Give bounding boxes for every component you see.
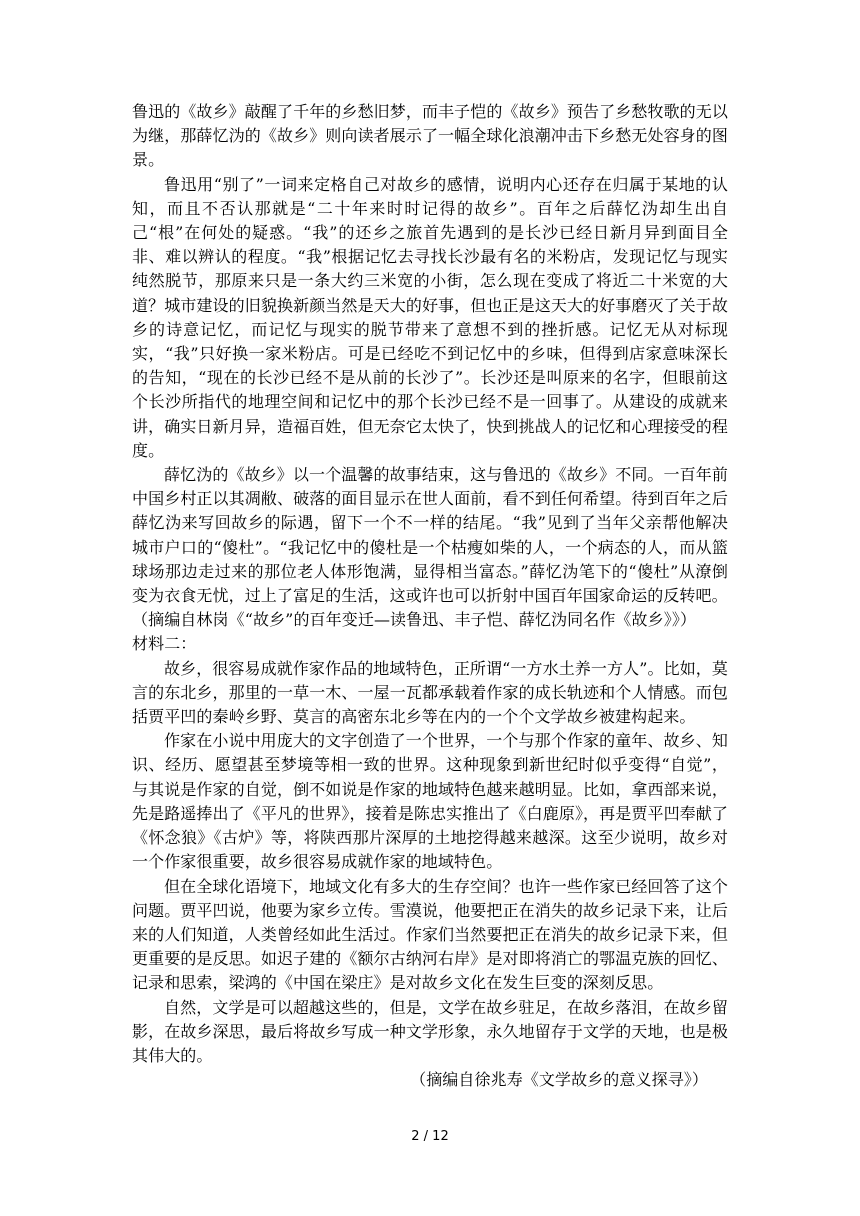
material-two-heading: 材料二： [132,634,197,654]
paragraph-globalization: 但在全球化语境下，地域文化有多大的生存空间？也许一些作家已经回答了这个问题。贾平凹说，他要为家乡立传。雪漠说，他要把正在消失的故乡记录下来，让后来的人们知道，人类曾经如此生活过。作家们当然要把正在消失的故乡记录下来，但更重要的是反思。如迟子建的《额尔古纳河右岸》是对即将消亡的鄂温克族的回忆、记录和思索，梁鸿的《中国在梁庄》是对故乡文化在发生巨变的深刻反思。 [132,876,728,993]
paragraph-conclusion: 自然，文学是可以超越这些的，但是，文学在故乡驻足，在故乡落泪，在故乡留影，在故乡深思，最后将故乡写成一种文学形象，永久地留存于文学的天地，也是极其伟大的。 [132,997,728,1065]
paragraph-writer-world: 作家在小说中用庞大的文字创造了一个世界，一个与那个作家的童年、故乡、知识、经历、愿望甚至梦境等相一致的世界。这种现象到新世纪时似乎变得“自觉”，与其说是作家的自觉，倒不如说是作家的地域特色越来越明显。比如，拿西部来说，先是路遥捧出了《平凡的世界》，接着是陈忠实推出了《白鹿原》，再是贾平凹奉献了《怀念狼》《古炉》等，将陕西那片深厚的土地挖得越来越深。这至少说明，故乡对一个作家很重要，故乡很容易成就作家的地域特色。 [132,731,728,872]
paragraph-luxun-hometown: 鲁迅用“别了”一词来定格自己对故乡的感情，说明内心还存在归属于某地的认知，而且不否认那就是“二十年来时时记得的故乡”。百年之后薛忆沩却生出自己“根”在何处的疑惑。“我”的还乡之旅首先遇到的是长沙已经日新月异到面目全非、难以辨认的程度。“我”根据记忆去寻找长沙最有名的米粉店，发现记忆与现实纯然脱节，那原来只是一条大约三米宽的小街，怎么现在变成了将近二十米宽的大道？城市建设的旧貌换新颜当然是天大的好事，但也正是这天大的好事磨灭了关于故乡的诗意记忆，而记忆与现实的脱节带来了意想不到的挫折感。记忆无从对标现实，“我”只好换一家米粉店。可是已经吃不到记忆中的乡味，但得到店家意味深长的告知，“现在的长沙已经不是从前的长沙了”。长沙还是叫原来的名字，但眼前这个长沙所指代的地理空间和记忆中的那个长沙已经不是一回事了。从建设的成就来讲，确实日新月异，造福百姓，但无奈它太快了，快到挑战人的记忆和心理接受的程度。 [132,174,728,460]
article-body [132,100,728,1092]
paragraph-intro-continued: 鲁迅的《故乡》敲醒了千年的乡愁旧梦，而丰子恺的《故乡》预告了乡愁牧歌的无以为继，那薛忆沩的《故乡》则向读者展示了一幅全球化浪潮冲击下乡愁无处容身的图景。 [132,102,728,170]
source-citation-1: （摘编自林岗《“故乡”的百年变迁—读鲁迅、丰子恺、薛忆沩同名作《故乡》》） [132,610,697,630]
paragraph-xue-ending: 薛忆沩的《故乡》以一个温馨的故事结束，这与鲁迅的《故乡》不同。一百年前中国乡村正以其凋敝、破落的面目显示在世人面前，看不到任何希望。待到百年之后薛忆沩来写回故乡的际遇，留下一个不一样的结尾。“我”见到了当年父亲帮他解决城市户口的“傻杜”。“我记忆中的傻杜是一个枯瘦如柴的人，一个病态的人，而从篮球场那边走过来的那位老人体形饱满，显得相当富态。”薛忆沩笔下的“傻杜”从潦倒变为衣食无忧，过上了富足的生活，这或许也可以折射中国百年国家命运的反转吧。 [132,465,728,606]
source-citation-2: （摘编自徐兆寿《文学故乡的意义探寻》） [410,1070,708,1090]
page-number: 2 / 12 [411,1129,449,1144]
paragraph-regional-feature: 故乡，很容易成就作家作品的地域特色，正所谓“一方水土养一方人”。比如，莫言的东北乡，那里的一草一木、一屋一瓦都承载着作家的成长轨迹和个人情感。而包括贾平凹的秦岭乡野、莫言的高密东北乡等在内的一个个文学故乡被建构起来。 [132,658,728,727]
